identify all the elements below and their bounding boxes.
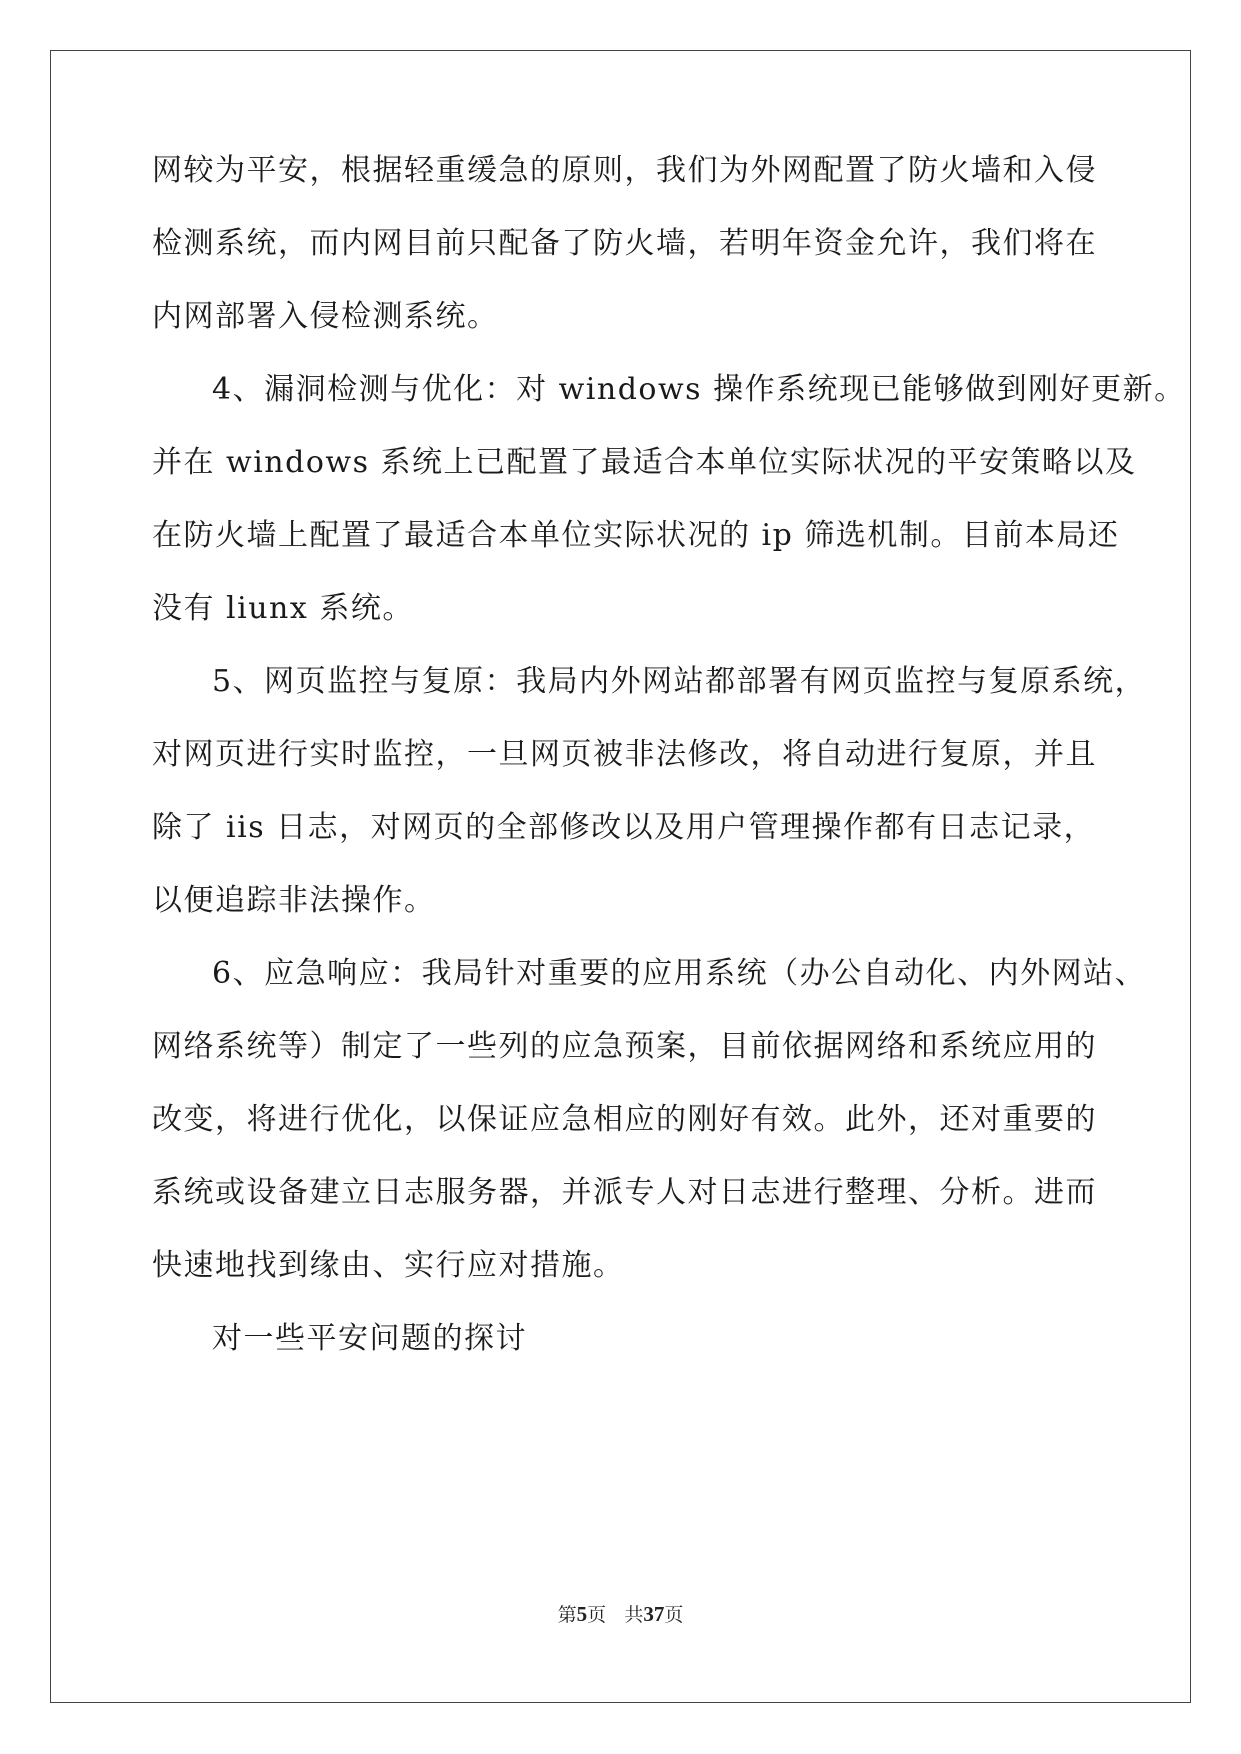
body-line: 6、应急响应：我局针对重要的应用系统（办公自动化、内外网站、 [212, 956, 1147, 991]
body-line: 网较为平安，根据轻重缓急的原则，我们为外网配置了防火墙和入侵 [152, 153, 1097, 188]
body-line: 在防火墙上配置了最适合本单位实际状况的 ip 筛选机制。目前本局还 [152, 518, 1120, 553]
body-line: 4、漏洞检测与优化：对 windows 操作系统现已能够做到刚好更新。 [212, 372, 1186, 407]
total-pages-number: 37 [643, 1602, 665, 1626]
section-heading: 对一些平安问题的探讨 [212, 1321, 527, 1356]
body-line: 系统或设备建立日志服务器，并派专人对日志进行整理、分析。进而 [152, 1175, 1097, 1210]
body-line: 改变，将进行优化，以保证应急相应的刚好有效。此外，还对重要的 [152, 1102, 1097, 1137]
body-line: 没有 liunx 系统。 [152, 591, 414, 626]
body-line: 除了 iis 日志，对网页的全部修改以及用户管理操作都有日志记录， [152, 810, 1096, 845]
body-line: 检测系统，而内网目前只配备了防火墙，若明年资金允许，我们将在 [152, 226, 1097, 261]
body-line: 内网部署入侵检测系统。 [152, 299, 499, 334]
footer-total-unit: 页 [664, 1604, 684, 1626]
footer-page-unit: 页 [587, 1604, 607, 1626]
footer-total-prefix: 共 [624, 1604, 644, 1626]
footer-prefix: 第 [557, 1604, 577, 1626]
page-footer [0, 1602, 1241, 1627]
body-line: 以便追踪非法操作。 [152, 883, 436, 918]
body-line: 网络系统等）制定了一些列的应急预案，目前依据网络和系统应用的 [152, 1029, 1097, 1064]
body-line: 对网页进行实时监控，一旦网页被非法修改，将自动进行复原，并且 [152, 737, 1097, 772]
body-line: 快速地找到缘由、实行应对措施。 [152, 1248, 625, 1283]
body-line: 5、网页监控与复原：我局内外网站都部署有网页监控与复原系统， [212, 664, 1147, 699]
current-page-number: 5 [576, 1602, 588, 1626]
body-line: 并在 windows 系统上已配置了最适合本单位实际状况的平安策略以及 [152, 445, 1137, 480]
